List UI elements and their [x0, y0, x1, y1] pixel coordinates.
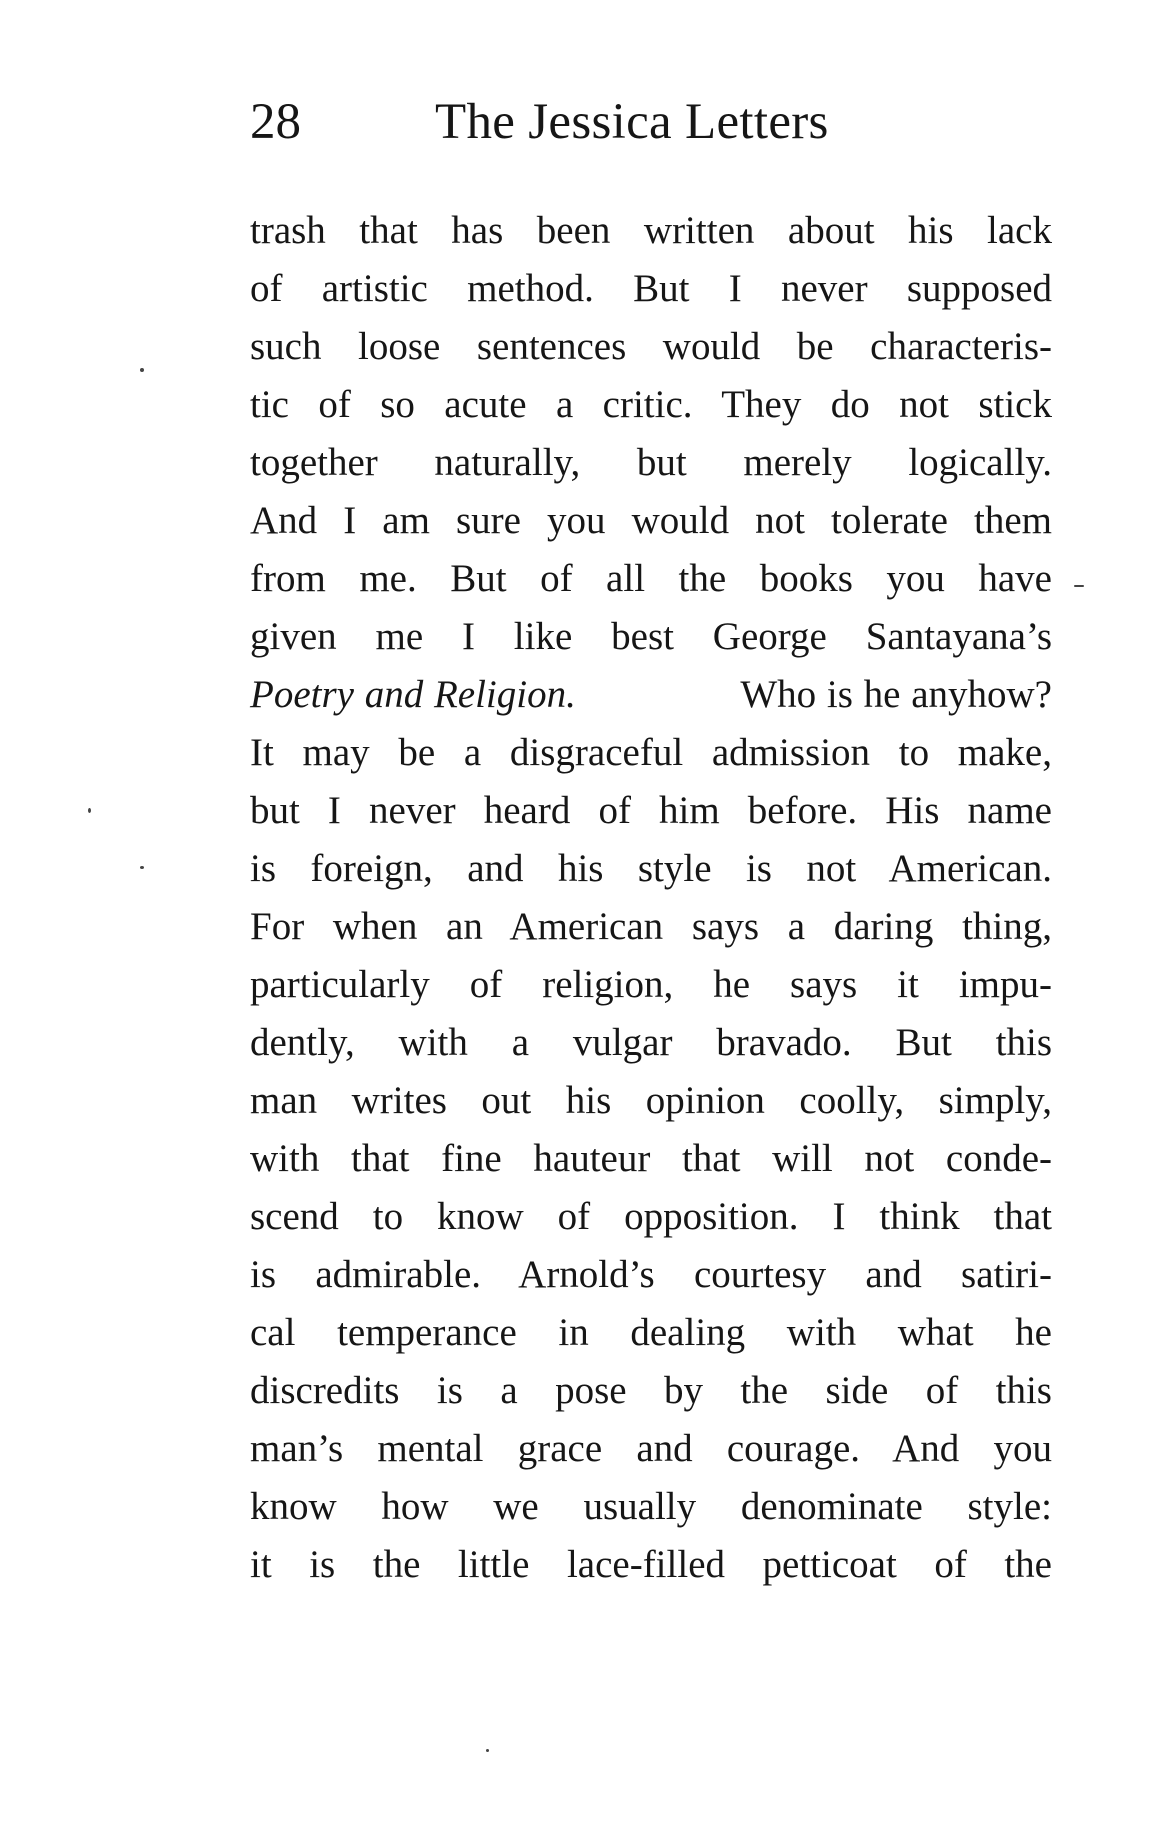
text-line: discredits is a pose by the side of this: [250, 1369, 1052, 1412]
italic-book-title: Poetry and Religion.: [250, 673, 576, 716]
text-line: but I never heard of him before. His name: [250, 789, 1052, 832]
text-line: of artistic method. But I never supposed: [250, 267, 1052, 310]
text-line: from me. But of all the books you have: [250, 557, 1052, 600]
text-line-remainder: Who is he anyhow?: [740, 673, 1052, 716]
scan-speck: [486, 1749, 489, 1752]
text-line: is foreign, and his style is not American.: [250, 847, 1052, 890]
scan-speck: [1074, 585, 1084, 587]
running-title: The Jessica Letters: [435, 94, 829, 150]
scan-speck: [140, 866, 144, 869]
text-line: For when an American says a daring thing,: [250, 905, 1052, 948]
text-line: man writes out his opinion coolly, simply,: [250, 1079, 1052, 1122]
text-line: And I am sure you would not tolerate them: [250, 499, 1052, 542]
text-line: man’s mental grace and courage. And you: [250, 1427, 1052, 1470]
text-line: trash that has been written about his lack: [250, 209, 1052, 252]
page-number: 28: [250, 94, 301, 150]
scan-speck: [88, 808, 91, 813]
text-line: tic of so acute a critic. They do not stick: [250, 383, 1052, 426]
text-line: is admirable. Arnold’s courtesy and satiri-: [250, 1253, 1052, 1296]
text-line: [250, 666, 1052, 724]
text-line: together naturally, but merely logically.: [250, 441, 1052, 484]
running-head: [250, 92, 1050, 152]
text-line: particularly of religion, he says it impu-: [250, 963, 1052, 1006]
text-line: such loose sentences would be characteris-: [250, 325, 1052, 368]
text-line: It may be a disgraceful admission to make,: [250, 731, 1052, 774]
body-text: [250, 202, 1052, 1594]
text-line: it is the little lace-filled petticoat of the: [250, 1543, 1052, 1586]
text-line: given me I like best George Santayana’s: [250, 615, 1052, 658]
text-line: scend to know of opposition. I think that: [250, 1195, 1052, 1238]
scan-speck: [140, 368, 144, 372]
text-line: with that fine hauteur that will not conde-: [250, 1137, 1052, 1180]
text-line: know how we usually denominate style:: [250, 1485, 1052, 1528]
text-line: dently, with a vulgar bravado. But this: [250, 1021, 1052, 1064]
text-line: cal temperance in dealing with what he: [250, 1311, 1052, 1354]
